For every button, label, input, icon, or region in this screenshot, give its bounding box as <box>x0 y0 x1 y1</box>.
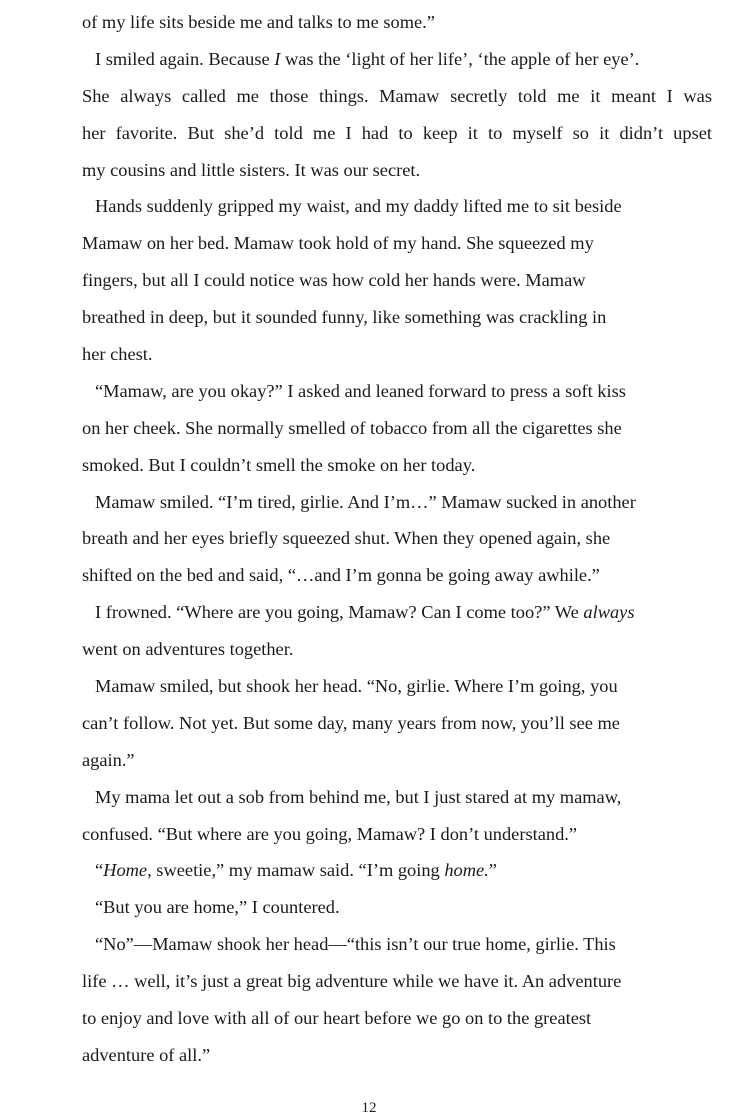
text-line: life … well, it’s just a great big adventure while we have it. An adventure <box>82 971 622 992</box>
text-line: “Mamaw, are you okay?” I asked and leaned forward to press a soft kiss <box>95 380 626 401</box>
text-line: adventure of all.” <box>82 1044 211 1065</box>
text-line: She always called me those things. Mamaw secretly told me it meant I was <box>82 85 712 106</box>
text-line: confused. “But where are you going, Mamaw? I don’t understand.” <box>82 823 578 844</box>
text-line: I frowned. “Where are you going, Mamaw? Can I come too?” We always <box>95 602 635 623</box>
text-line: can’t follow. Not yet. But some day, many years from now, you’ll see me <box>82 712 620 733</box>
text-line: on her cheek. She normally smelled of tobacco from all the cigarettes she <box>82 417 622 438</box>
text-line: Hands suddenly gripped my waist, and my daddy lifted me to sit beside <box>95 196 622 217</box>
text-line: of my life sits beside me and talks to me some.” <box>82 12 435 32</box>
text-line: “No”—Mamaw shook her head—“this isn’t our true home, girlie. This <box>95 934 616 955</box>
text-line: Mamaw on her bed. Mamaw took hold of my hand. She squeezed my <box>82 233 594 254</box>
text-line: I smiled again. Because I was the ‘light of her life’, ‘the apple of her eye’. <box>95 48 640 69</box>
text-line: breathed in deep, but it sounded funny, like something was crackling in <box>82 307 607 328</box>
text-line: again.” <box>82 749 135 770</box>
text-line: her favorite. But she’d told me I had to keep it to myself so it didn’t upset <box>82 122 712 143</box>
body-text <box>82 4 712 1074</box>
text-line: my cousins and little sisters. It was our secret. <box>82 159 421 180</box>
text-line: Mamaw smiled, but shook her head. “No, girlie. Where I’m going, you <box>95 676 618 697</box>
text-line: “Home, sweetie,” my mamaw said. “I’m going home.” <box>95 860 497 881</box>
text-line: fingers, but all I could notice was how cold her hands were. Mamaw <box>82 270 586 291</box>
text-line: to enjoy and love with all of our heart before we go on to the greatest <box>82 1008 592 1029</box>
text-line: My mama let out a sob from behind me, but I just stared at my mamaw, <box>95 786 622 807</box>
text-line: went on adventures together. <box>82 639 294 660</box>
text-line: breath and her eyes briefly squeezed shut. When they opened again, she <box>82 528 611 549</box>
text-line: shifted on the bed and said, “…and I’m gonna be going away awhile.” <box>82 565 600 586</box>
page-number: 12 <box>361 1100 377 1116</box>
text-line: smoked. But I couldn’t smell the smoke on her today. <box>82 454 476 475</box>
text-line: “But you are home,” I countered. <box>95 897 340 918</box>
text-line: Mamaw smiled. “I’m tired, girlie. And I’m…” Mamaw sucked in another <box>95 491 636 512</box>
text-line: her chest. <box>82 344 153 365</box>
